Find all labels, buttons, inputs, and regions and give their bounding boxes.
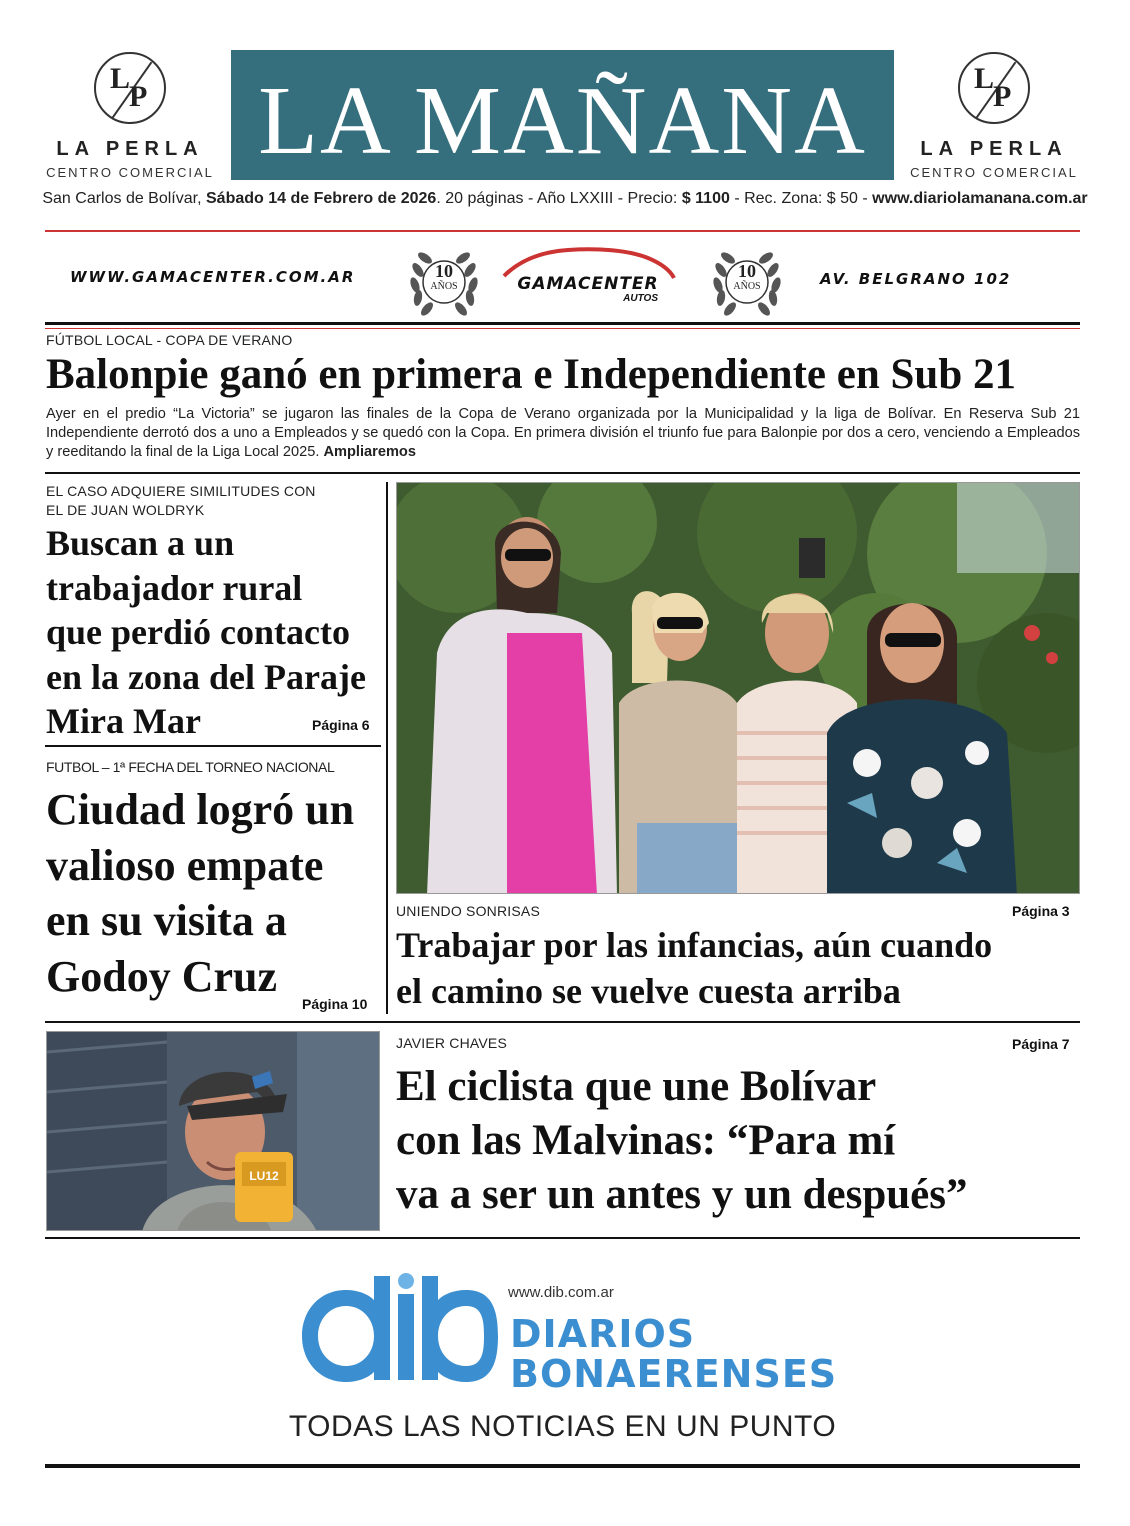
ciclista-headline[interactable]: El ciclista que une Bolívar con las Malvinas: “Para mí va a ser un antes y un después”: [396, 1063, 968, 1218]
divider: [45, 322, 1080, 325]
badge-label: AÑOS: [733, 281, 761, 292]
ciudad-headline[interactable]: Ciudad logró un valioso empate en su visita a Godoy Cruz: [46, 785, 355, 1001]
infancias-page-ref: Página 3: [1012, 903, 1070, 919]
anniversary-badge-left: [403, 240, 485, 322]
edition-website: www.diariolamanana.com.ar: [872, 190, 1088, 207]
rural-kicker-line2: EL DE JUAN WOLDRYK: [46, 502, 205, 518]
edition-zone: - Rec. Zona: $ 50 -: [734, 190, 868, 207]
lead-summary: [46, 405, 1080, 462]
dib-tagline: TODAS LAS NOTICIAS EN UN PUNTO: [288, 1410, 837, 1443]
ciclista-page-ref: Página 7: [1012, 1036, 1070, 1052]
edition-price: $ 1100: [681, 190, 730, 207]
divider: [45, 745, 381, 747]
divider: [45, 1464, 1080, 1468]
gamacenter-logo: [498, 244, 678, 306]
microphone-label: LU12: [249, 1169, 279, 1183]
rural-page-ref: Página 6: [312, 717, 370, 733]
edition-details: . 20 páginas - Año LXXIII - Precio:: [436, 190, 678, 207]
dib-logo: [300, 1272, 500, 1388]
ciudad-kicker: FUTBOL – 1ª FECHA DEL TORNEO NACIONAL: [46, 759, 335, 775]
gamacenter-subtitle: AUTOS: [623, 293, 658, 304]
la-perla-name: LA PERLA: [920, 138, 1068, 160]
edition-city: San Carlos de Bolívar,: [42, 190, 202, 207]
newspaper-title: LA MAÑANA: [258, 67, 867, 175]
lead-summary-text: Ayer en el predio “La Victoria” se jugaron las finales de la Copa de Verano organizada por la Municipalidad y la liga de Bolívar. En Reserva Sub 21 Independiente derrotó dos a uno a Empleados y se quedó con la Copa. En primera división el triunfo fue para Balonpie por dos a cero, venciendo a Empleados y reeditando la final de la Liga Local 2025.: [46, 406, 1080, 460]
la-perla-emblem: L P: [94, 52, 166, 124]
badge-number: 10: [435, 261, 453, 281]
divider: [45, 1021, 1080, 1023]
gamacenter-website: WWW.GAMACENTER.COM.AR: [70, 268, 356, 286]
masthead-banner: [231, 50, 894, 180]
la-perla-emblem: L P: [958, 52, 1030, 124]
divider: [45, 1237, 1080, 1239]
la-perla-name: LA PERLA: [56, 138, 204, 160]
ciudad-page-ref: Página 10: [302, 996, 368, 1012]
la-perla-subtitle: CENTRO COMERCIAL: [46, 165, 214, 180]
badge-number: 10: [738, 261, 756, 281]
divider: [45, 230, 1080, 232]
group-photo[interactable]: [396, 482, 1080, 894]
badge-label: AÑOS: [430, 281, 458, 292]
edition-date: Sábado 14 de Febrero de 2026: [206, 190, 437, 207]
dib-url[interactable]: www.dib.com.ar: [508, 1284, 614, 1301]
cyclist-photo[interactable]: [46, 1031, 380, 1231]
la-perla-logo-right: [904, 52, 1084, 180]
la-perla-logo-left: [40, 52, 220, 180]
rural-headline[interactable]: Buscan a un trabajador rural que perdió contacto en la zona del Paraje Mira Mar: [46, 523, 366, 742]
divider: [45, 328, 1080, 329]
infancias-headline[interactable]: Trabajar por las infancias, aún cuando el camino se vuelve cuesta arriba: [396, 925, 993, 1011]
dib-name: DIARIOS BONAERENSES: [510, 1312, 838, 1396]
lead-more-link[interactable]: Ampliaremos: [323, 444, 416, 460]
gamacenter-brand: GAMACENTER: [517, 274, 659, 294]
gamacenter-address: AV. BELGRANO 102: [820, 270, 1012, 288]
lead-headline[interactable]: Balonpie ganó en primera e Independiente en Sub 21: [46, 351, 1016, 398]
infancias-kicker: UNIENDO SONRISAS: [396, 903, 540, 919]
la-perla-subtitle: CENTRO COMERCIAL: [910, 165, 1078, 180]
column-divider: [386, 482, 388, 1014]
divider: [45, 472, 1080, 474]
anniversary-badge-right: [706, 240, 788, 322]
rural-kicker-line1: EL CASO ADQUIERE SIMILITUDES CON: [46, 483, 316, 499]
lead-kicker: FÚTBOL LOCAL - COPA DE VERANO: [46, 332, 293, 348]
edition-line: [0, 190, 1130, 208]
ciclista-kicker: JAVIER CHAVES: [396, 1035, 507, 1051]
